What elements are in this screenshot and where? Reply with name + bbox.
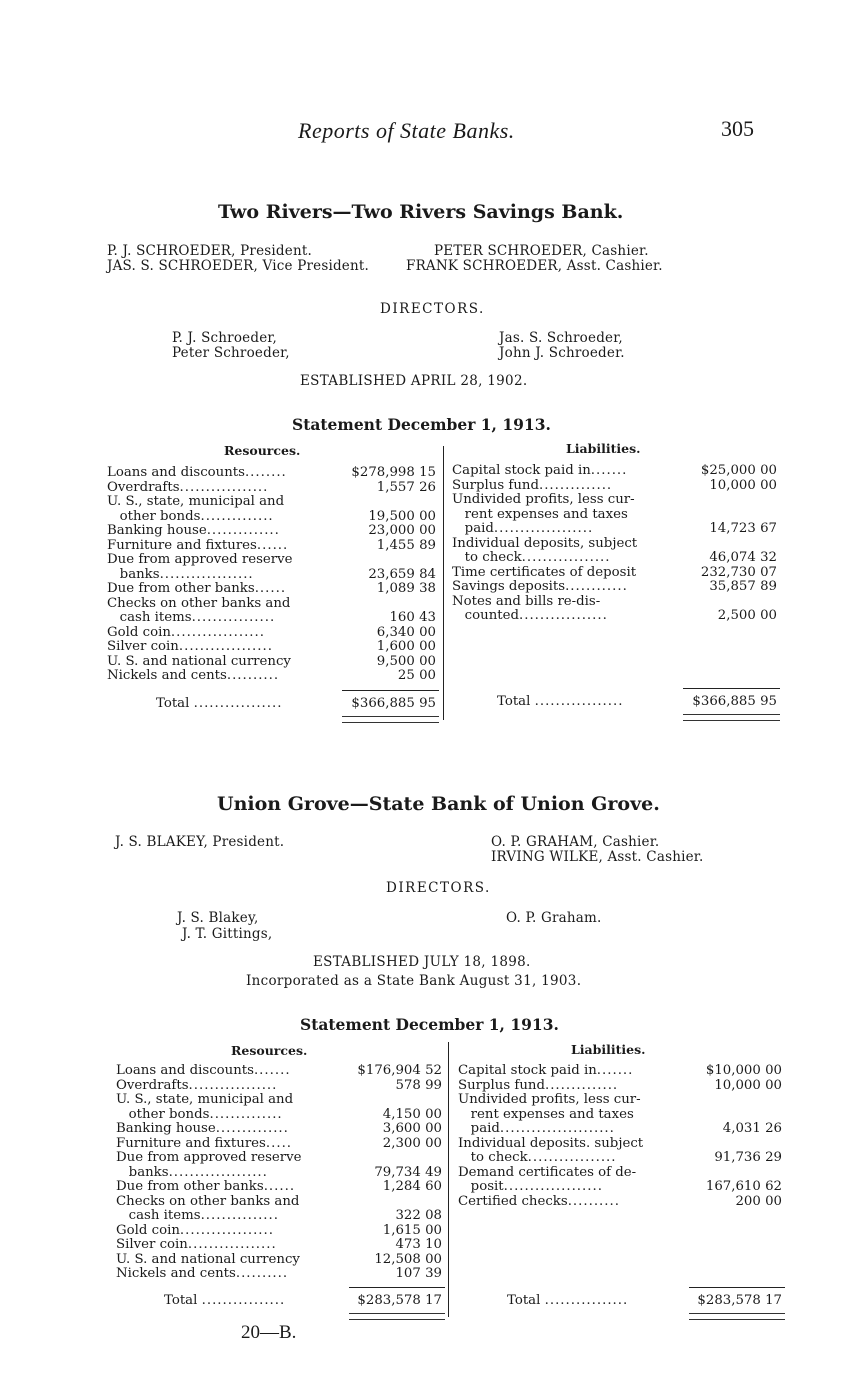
total-leader: ................. <box>193 696 283 711</box>
dot-leader: .............. <box>538 477 613 493</box>
officer-asst-cashier: FRANK SCHROEDER, Asst. Cashier. <box>406 258 663 274</box>
ledger-item-label: Loans and discounts <box>107 465 245 480</box>
ledger-item-amount: 4,031 26 <box>722 1121 782 1136</box>
ledger-item-label: cash items <box>116 1208 201 1223</box>
ledger-item-amount: 1,557 26 <box>376 479 436 495</box>
ledger-row <box>452 580 780 595</box>
ledger-row <box>452 464 780 479</box>
running-title: Reports of State Banks. <box>298 118 515 143</box>
ledger-item-label: U. S., state, municipal and <box>116 1092 294 1107</box>
ledger-item-label: Surplus fund <box>458 1077 545 1093</box>
ledger-item-label: counted <box>452 608 519 623</box>
ledger-item-label: to check <box>452 550 522 565</box>
dot-leader: .................. <box>178 639 273 654</box>
director-name: J. T. Gittings, <box>182 926 273 942</box>
director-name: P. J. Schroeder, <box>172 330 278 346</box>
ledger-row <box>452 609 780 624</box>
ledger-row <box>116 1137 445 1152</box>
ledger-item-label: Furniture and fixtures <box>116 1135 266 1151</box>
dot-leader: ................. <box>179 479 269 495</box>
ledger-item-label: Gold coin <box>116 1222 180 1238</box>
officer-asst-cashier: IRVING WILKE, Asst. Cashier. <box>491 849 704 865</box>
ledger-row <box>107 626 439 641</box>
dot-leader: .............. <box>209 1106 283 1122</box>
ledger-item-label: Undivided profits, less cur- <box>452 492 635 507</box>
ledger-item-label: banks <box>116 1164 169 1180</box>
total-rule <box>349 1287 445 1288</box>
ledger-item-label: Silver coin <box>107 639 179 654</box>
director-name: Peter Schroeder, <box>172 345 290 361</box>
dot-leader: ............ <box>565 579 628 594</box>
double-rule <box>683 714 780 721</box>
total-leader: ................ <box>201 1293 286 1308</box>
page-number: 305 <box>721 116 754 141</box>
ledger-item-label: U. S. and national currency <box>116 1251 300 1267</box>
ledger-row <box>107 495 439 510</box>
liabilities-total-row <box>507 1294 785 1309</box>
officer-cashier: O. P. GRAHAM, Cashier. <box>491 834 660 850</box>
dot-leader: ................. <box>188 1077 278 1093</box>
total-leader: ................ <box>544 1293 629 1308</box>
ledger-item-amount: 14,723 67 <box>709 521 777 536</box>
ledger-item-amount: $10,000 00 <box>705 1063 782 1078</box>
total-label: Total <box>497 694 531 709</box>
ledger-item-amount: 79,734 49 <box>374 1164 442 1180</box>
ledger-item-amount: 6,340 00 <box>376 624 436 640</box>
dot-leader: ................... <box>493 521 594 536</box>
ledger-item-amount: 91,736 29 <box>714 1150 782 1165</box>
ledger-item-label: Notes and bills re-dis- <box>452 593 601 609</box>
ledger-item-label: Capital stock paid in <box>452 463 591 478</box>
dot-leader: .................. <box>159 566 254 582</box>
ledger-item-amount: 473 10 <box>395 1237 442 1252</box>
resources-heading: Resources. <box>231 1043 308 1058</box>
liabilities-total-row <box>497 695 780 710</box>
ledger-item-amount: $278,998 15 <box>351 465 436 480</box>
total-label: Total <box>164 1293 198 1308</box>
ledger-item-amount: 4,150 00 <box>382 1106 442 1122</box>
directors-heading: DIRECTORS. <box>386 880 491 896</box>
ledger-item-amount: 1,600 00 <box>376 639 436 654</box>
column-divider <box>443 446 444 720</box>
resources-total: $366,885 95 <box>351 696 436 711</box>
total-rule <box>689 1287 785 1288</box>
ledger-row <box>458 1137 785 1152</box>
ledger-row <box>107 568 439 583</box>
ledger-item-amount: 107 39 <box>395 1266 442 1281</box>
ledger-row <box>452 551 780 566</box>
ledger-row <box>107 539 439 554</box>
resources-total-row <box>164 1294 445 1309</box>
ledger-item-amount: 160 43 <box>389 610 436 625</box>
ledger-row <box>458 1093 785 1108</box>
dot-leader: .................. <box>170 624 265 640</box>
resources-total: $283,578 17 <box>357 1293 442 1308</box>
ledger-item-label: Savings deposits <box>452 579 566 594</box>
ledger-item-label: Demand certificates of de- <box>458 1164 637 1180</box>
dot-leader: ....... <box>596 1063 634 1078</box>
ledger-item-label: Surplus fund <box>452 477 539 493</box>
dot-leader: ................. <box>521 550 611 565</box>
dot-leader: ............... <box>200 1208 279 1223</box>
ledger-row <box>458 1108 785 1123</box>
ledger-row <box>107 597 439 612</box>
ledger-row <box>107 481 439 496</box>
ledger-item-amount: 10,000 00 <box>709 477 777 493</box>
ledger-item-amount: 2,500 00 <box>717 608 777 623</box>
ledger-item-label: Nickels and cents <box>116 1266 236 1281</box>
ledger-item-label: paid <box>458 1121 500 1136</box>
ledger-row <box>116 1151 445 1166</box>
ledger-row <box>116 1195 445 1210</box>
ledger-item-label: Banking house <box>107 523 207 538</box>
dot-leader: ..... <box>265 1135 293 1151</box>
ledger-item-amount: $25,000 00 <box>700 463 777 478</box>
ledger-item-label: other bonds <box>116 1106 210 1122</box>
ledger-row <box>452 493 780 508</box>
bank-title: Union Grove—State Bank of Union Grove. <box>217 793 660 815</box>
double-rule <box>342 716 439 723</box>
liabilities-total: $366,885 95 <box>692 694 777 709</box>
ledger-item-label: Capital stock paid in <box>458 1063 597 1078</box>
liabilities-heading: Liabilities. <box>571 1042 646 1057</box>
dot-leader: ...... <box>263 1179 296 1194</box>
established-date: ESTABLISHED APRIL 28, 1902. <box>300 373 528 389</box>
double-rule <box>689 1313 785 1320</box>
ledger-item-label: Individual deposits. subject <box>458 1135 644 1151</box>
ledger-row <box>116 1180 445 1195</box>
ledger-item-label: Undivided profits, less cur- <box>458 1092 641 1107</box>
liabilities-total: $283,578 17 <box>697 1293 782 1308</box>
dot-leader: ...... <box>254 581 287 596</box>
ledger-item-label: posit <box>458 1179 504 1194</box>
ledger-row <box>452 595 780 610</box>
ledger-row <box>116 1238 445 1253</box>
total-rule <box>683 688 780 689</box>
established-date: ESTABLISHED JULY 18, 1898. <box>313 954 531 970</box>
ledger-item-amount: 578 99 <box>395 1077 442 1093</box>
director-name: O. P. Graham. <box>506 910 602 926</box>
ledger-item-label: paid <box>452 521 494 536</box>
director-name: John J. Schroeder. <box>499 345 625 361</box>
ledger-item-label: to check <box>458 1150 528 1165</box>
ledger-row <box>107 524 439 539</box>
ledger-item-label: Nickels and cents <box>107 668 227 683</box>
ledger-row <box>452 479 780 494</box>
ledger-row <box>107 553 439 568</box>
ledger-row <box>116 1253 445 1268</box>
dot-leader: ........ <box>244 465 287 480</box>
ledger-item-label: Certified checks <box>458 1193 568 1209</box>
dot-leader: .............. <box>544 1077 619 1093</box>
ledger-row <box>116 1209 445 1224</box>
ledger-item-label: U. S. and national currency <box>107 653 291 669</box>
ledger-item-amount: 1,615 00 <box>382 1222 442 1238</box>
ledger-row <box>458 1064 785 1079</box>
ledger-row <box>116 1122 445 1137</box>
ledger-item-amount: 19,500 00 <box>368 508 436 524</box>
ledger-row <box>458 1122 785 1137</box>
ledger-row <box>116 1093 445 1108</box>
ledger-item-amount: 3,600 00 <box>382 1121 442 1136</box>
ledger-item-label: Silver coin <box>116 1237 188 1252</box>
total-label: Total <box>507 1293 541 1308</box>
statement-title: Statement December 1, 1913. <box>300 1015 559 1034</box>
incorporated-note: Incorporated as a State Bank August 31, 1903. <box>246 973 582 989</box>
ledger-row <box>458 1079 785 1094</box>
officer-president: P. J. SCHROEDER, President. <box>107 243 312 259</box>
ledger-item-label: cash items <box>107 610 192 625</box>
dot-leader: ................ <box>191 610 276 625</box>
ledger-item-amount: 46,074 32 <box>709 550 777 565</box>
dot-leader: ................... <box>503 1179 603 1194</box>
page-signature: 20—B. <box>241 1322 297 1343</box>
ledger-row <box>458 1151 785 1166</box>
ledger-row <box>116 1224 445 1239</box>
dot-leader: .............. <box>206 523 280 538</box>
ledger-item-amount: 1,284 60 <box>382 1179 442 1194</box>
dot-leader: .................. <box>179 1222 274 1238</box>
dot-leader: ...................... <box>499 1121 615 1136</box>
ledger-row <box>116 1064 445 1079</box>
dot-leader: .............. <box>200 508 274 524</box>
dot-leader: .......... <box>226 668 280 683</box>
ledger-row <box>458 1195 785 1210</box>
ledger-row <box>458 1166 785 1181</box>
ledger-item-label: Loans and discounts <box>116 1063 254 1078</box>
dot-leader: ...... <box>256 537 289 553</box>
ledger-item-amount: 23,659 84 <box>368 566 436 582</box>
dot-leader: ................. <box>518 608 608 623</box>
ledger-item-label: Checks on other banks and <box>107 595 291 611</box>
ledger-row <box>452 537 780 552</box>
dot-leader: ....... <box>590 463 628 478</box>
ledger-item-amount: 1,455 89 <box>376 537 436 553</box>
ledger-item-label: Overdrafts <box>107 479 180 495</box>
dot-leader: ....... <box>253 1063 291 1078</box>
ledger-item-amount: 2,300 00 <box>382 1135 442 1151</box>
ledger-item-label: Checks on other banks and <box>116 1193 300 1209</box>
ledger-row <box>107 611 439 626</box>
ledger-row <box>116 1166 445 1181</box>
officer-cashier: PETER SCHROEDER, Cashier. <box>434 243 649 259</box>
dot-leader: .......... <box>567 1193 620 1209</box>
ledger-item-amount: 10,000 00 <box>714 1077 782 1093</box>
ledger-row <box>107 640 439 655</box>
ledger-item-amount: 1,089 38 <box>376 581 436 596</box>
ledger-item-label: rent expenses and taxes <box>452 506 628 522</box>
officer-vice-president: JAS. S. SCHROEDER, Vice President. <box>107 258 370 274</box>
ledger-item-label: Due from approved reserve <box>107 552 293 567</box>
ledger-item-amount: 167,610 62 <box>705 1179 782 1194</box>
ledger-item-amount: 23,000 00 <box>368 523 436 538</box>
resources-heading: Resources. <box>224 443 301 458</box>
ledger-row <box>452 522 780 537</box>
ledger-row <box>107 655 439 670</box>
ledger-item-label: Furniture and fixtures <box>107 537 257 553</box>
ledger-item-amount: $176,904 52 <box>357 1063 442 1078</box>
ledger-item-amount: 9,500 00 <box>376 653 436 669</box>
ledger-item-label: Due from other banks <box>107 581 255 596</box>
ledger-item-amount: 232,730 07 <box>700 564 777 580</box>
liabilities-heading: Liabilities. <box>566 441 641 456</box>
ledger-row <box>452 566 780 581</box>
ledger-item-label: Banking house <box>116 1121 216 1136</box>
ledger-item-label: Overdrafts <box>116 1077 189 1093</box>
ledger-item-label: Individual deposits, subject <box>452 535 638 551</box>
ledger-row <box>116 1079 445 1094</box>
ledger-item-label: Gold coin <box>107 624 171 640</box>
ledger-item-label: Time certificates of deposit <box>452 564 637 580</box>
dot-leader: .............. <box>215 1121 289 1136</box>
ledger-item-amount: 25 00 <box>397 668 436 683</box>
director-name: Jas. S. Schroeder, <box>499 330 623 346</box>
ledger-item-label: Due from approved reserve <box>116 1150 302 1165</box>
ledger-item-amount: 35,857 89 <box>709 579 777 594</box>
officer-president: J. S. BLAKEY, President. <box>115 834 285 850</box>
double-rule <box>349 1313 445 1320</box>
bank-title: Two Rivers—Two Rivers Savings Bank. <box>218 201 624 223</box>
total-rule <box>342 690 439 691</box>
ledger-item-label: banks <box>107 566 160 582</box>
dot-leader: ................. <box>527 1150 617 1165</box>
ledger-item-label: other bonds <box>107 508 201 524</box>
ledger-row <box>107 466 439 481</box>
resources-total-row <box>156 697 439 712</box>
ledger-item-amount: 322 08 <box>395 1208 442 1223</box>
director-name: J. S. Blakey, <box>177 910 259 926</box>
total-leader: ................. <box>534 694 624 709</box>
column-divider <box>448 1042 449 1317</box>
dot-leader: ................... <box>168 1164 268 1180</box>
total-label: Total <box>156 696 190 711</box>
directors-heading: DIRECTORS. <box>380 301 485 317</box>
ledger-item-amount: 200 00 <box>735 1193 782 1209</box>
ledger-row <box>107 669 439 684</box>
ledger-item-label: rent expenses and taxes <box>458 1106 634 1122</box>
statement-title: Statement December 1, 1913. <box>292 415 551 434</box>
ledger-item-label: U. S., state, municipal and <box>107 494 285 509</box>
ledger-item-amount: 12,508 00 <box>374 1251 442 1267</box>
ledger-row <box>116 1267 445 1282</box>
dot-leader: ................. <box>187 1237 277 1252</box>
ledger-item-label: Due from other banks <box>116 1179 264 1194</box>
ledger-row <box>116 1108 445 1123</box>
ledger-row <box>452 508 780 523</box>
ledger-row <box>107 582 439 597</box>
ledger-row <box>107 510 439 525</box>
dot-leader: .......... <box>235 1266 289 1281</box>
ledger-row <box>458 1180 785 1195</box>
